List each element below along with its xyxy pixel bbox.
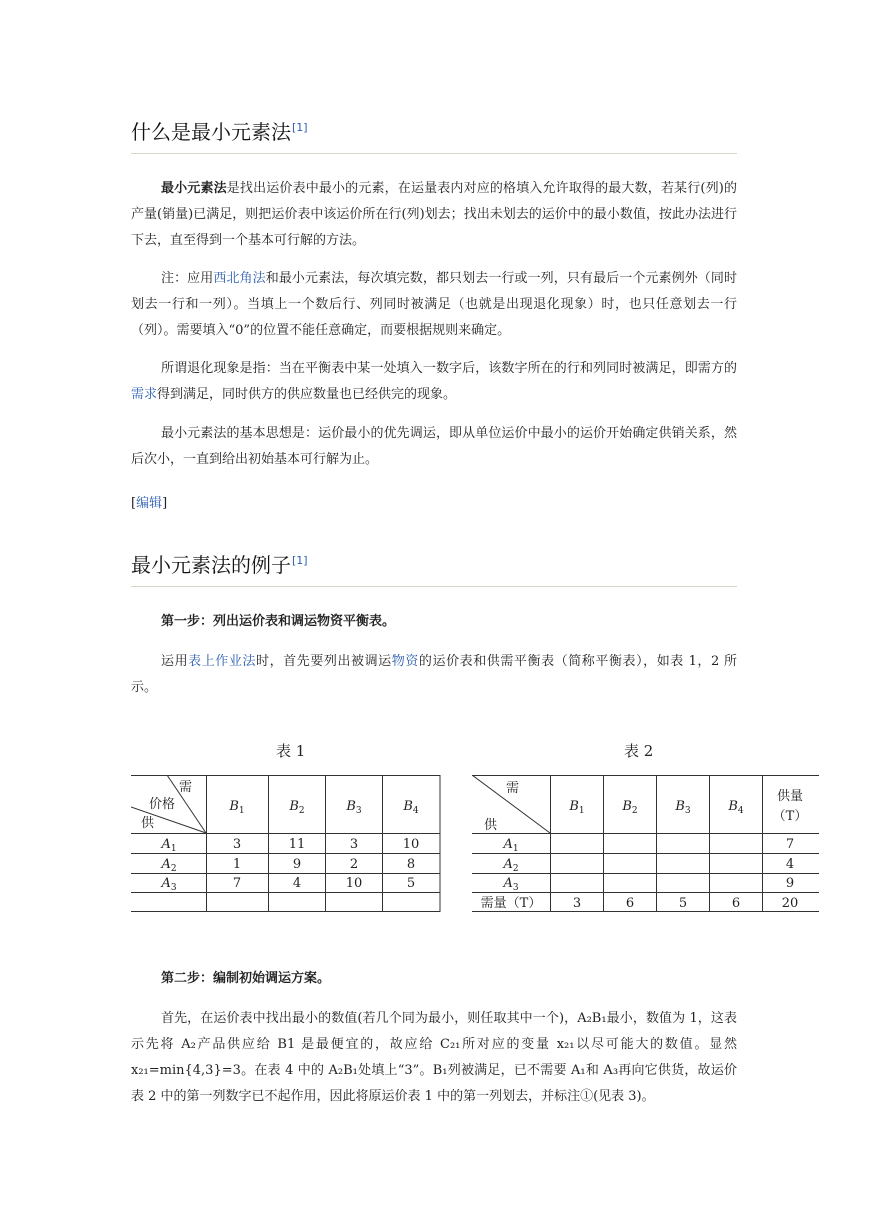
table2 — [472, 775, 820, 913]
table1-cell: 9 — [292, 857, 302, 872]
table1-corner-price: 价格 — [149, 797, 176, 812]
link-table-method[interactable]: 表上作业法 — [188, 654, 257, 669]
table1-cell: 3 — [349, 837, 359, 852]
step-two: 第二步：编制初始调运方案。 — [161, 971, 331, 986]
table1-cell: 11 — [288, 837, 306, 852]
section-title-example: 最小元素法的例子[1] — [131, 549, 737, 587]
table2-demand-cell: 3 — [572, 896, 582, 911]
step-one: 第一步：列出运价表和调运物资平衡表。 — [161, 614, 396, 629]
table1-row-label: $A_3$ — [161, 876, 177, 893]
table1-caption: 表 1 — [276, 742, 306, 760]
table2-row-label: $A_3$ — [503, 876, 519, 893]
table1-cell: 5 — [406, 876, 416, 891]
table2-col-header: $B_3$ — [675, 799, 691, 816]
table1-corner-demand: 需 — [179, 780, 193, 795]
table1-cell: 3 — [232, 837, 242, 852]
table1-cell: 1 — [232, 857, 242, 872]
table1 — [131, 775, 441, 913]
edit-link-wrapper: [编辑] — [131, 496, 168, 511]
table2-row-label: $A_1$ — [503, 837, 519, 854]
table1-col-header: $B_4$ — [403, 799, 419, 816]
table2-supply-cell: 4 — [785, 857, 795, 872]
table2-supply-unit: （T） — [772, 809, 808, 824]
table1-cell: 7 — [232, 876, 242, 891]
table2-demand-cell: 6 — [625, 896, 635, 911]
table1-corner-supply: 供 — [141, 816, 155, 831]
table2-demand-cell: 5 — [678, 896, 688, 911]
table1-col-header: $B_2$ — [289, 799, 305, 816]
link-materials[interactable]: 物资 — [391, 654, 419, 669]
table2-total-cell: 20 — [781, 896, 799, 911]
table2-caption: 表 2 — [624, 742, 654, 760]
paragraph-basic-idea: 最小元素法的基本思想是：运价最小的优先调运，即从单位运价中最小的运价开始确定供销关系，然后次小，一直到给出初始基本可行解为止。 — [131, 426, 737, 467]
table2-corner-demand: 需 — [506, 781, 520, 796]
table1-row-label: $A_2$ — [161, 857, 177, 874]
table2-demand-cell: 6 — [731, 896, 741, 911]
table2-demand-label: 需量（T） — [480, 896, 542, 911]
table1-cell: 4 — [292, 876, 302, 891]
table1-col-header: $B_1$ — [229, 799, 245, 816]
section-title-what-is: 什么是最小元素法[1] — [131, 116, 737, 154]
paragraph-degeneracy: 所谓退化现象是指：当在平衡表中某一处填入一数字后，该数字所在的行和列同时被满足，即需方的需求得到满足，同时供方的供应数量也已经供完的现象。 — [131, 361, 737, 402]
table2-supply-cell: 7 — [785, 837, 795, 852]
paragraph-note: 注：应用西北角法和最小元素法，每次填完数，都只划去一行或一列，只有最后一个元素例外（同时划去一行和一列）。当填上一个数后行、列同时被满足（也就是出现退化现象）时，也只任意划去一行（列）。需要填入“0”的位置不能任意确定，而要根据规则来确定。 — [131, 271, 737, 338]
table2-supply-header: 供量 — [776, 789, 804, 804]
table2-col-header: $B_2$ — [622, 799, 638, 816]
edit-link[interactable]: 编辑 — [136, 496, 163, 511]
paragraph-step-two: 首先，在运价表中找出最小的数值(若几个同为最小，则任取其中一个)，A₂B₁最小，数值为 1，这表示先将 A₂产品供应给 B1 是最便宜的，故应给 C₂₁所对应的变量 x₂₁以尽可能大的数值。显然 x₂₁=min{4,3}=3。在表 4 中的 A₂B₁处填上“3”。B₁列被满足，已不需要 A₁和 A₃再向它供货，故运价表 2 中的第一列数字已不起作用，因此将原运价表 1 中的第一列划去，并标注①(见表 3)。 — [131, 1011, 737, 1104]
link-northwest-corner[interactable]: 西北角法 — [213, 271, 266, 286]
table2-supply-cell: 9 — [785, 876, 795, 891]
link-demand[interactable]: 需求 — [131, 387, 158, 402]
table2-row-label: $A_2$ — [503, 857, 519, 874]
table1-cell: 2 — [349, 857, 359, 872]
table1-cell: 8 — [406, 857, 416, 872]
paragraph-definition: 最小元素法是找出运价表中最小的元素，在运量表内对应的格填入允许取得的最大数，若某行(列)的产量(销量)已满足，则把运价表中该运价所在行(列)划去；找出未划去的运价中的最小数值，按此办法进行下去，直至得到一个基本可行解的方法。 — [131, 181, 737, 248]
table2-corner-supply: 供 — [484, 818, 498, 833]
reference-link[interactable]: [1] — [292, 121, 308, 135]
table2-col-header: $B_1$ — [569, 799, 585, 816]
table1-row-label: $A_1$ — [161, 837, 177, 854]
table2-col-header: $B_4$ — [728, 799, 744, 816]
paragraph-step-one: 运用表上作业法时，首先要列出被调运物资的运价表和供需平衡表（简称平衡表），如表 1，2 所示。 — [131, 654, 737, 695]
table1-col-header: $B_3$ — [346, 799, 362, 816]
reference-link-2[interactable]: [1] — [292, 554, 308, 568]
table1-cell: 10 — [345, 876, 363, 891]
table1-cell: 10 — [402, 837, 420, 852]
